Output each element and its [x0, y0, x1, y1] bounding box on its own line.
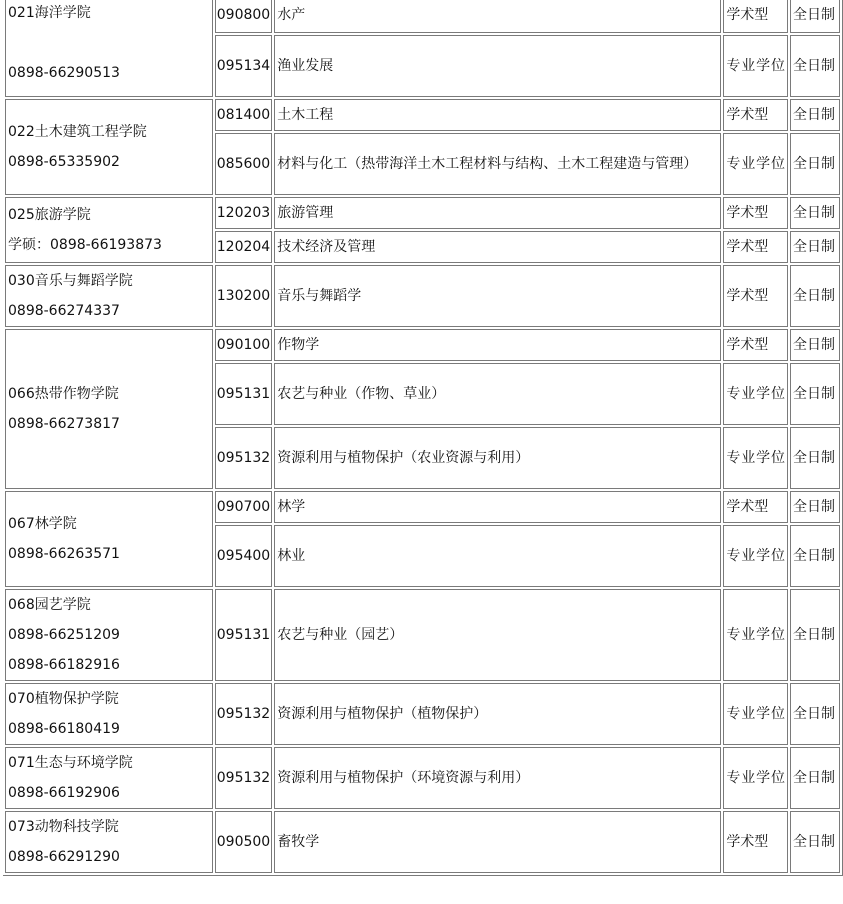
- college-name: 021海洋学院: [8, 5, 91, 21]
- college-phone: 0898-66274337: [8, 303, 120, 319]
- program-major: 技术经济及管理: [274, 231, 721, 263]
- table-row: [5, 265, 840, 327]
- program-type: 专业学位: [723, 363, 788, 425]
- table-row: [5, 589, 840, 681]
- college-phone: 0898-66291290: [8, 849, 120, 865]
- program-code: 090700: [215, 491, 272, 523]
- program-code: 095400: [215, 525, 272, 587]
- program-major: 畜牧学: [274, 811, 721, 873]
- study-mode: 全日制: [790, 427, 840, 489]
- program-major: 水产: [274, 0, 721, 33]
- program-type: 专业学位: [723, 133, 788, 195]
- study-mode: 全日制: [790, 0, 840, 33]
- table-row: [5, 197, 840, 229]
- college-cell: [5, 747, 213, 809]
- college-cell: [5, 329, 213, 489]
- college-cell: [5, 265, 213, 327]
- program-major: 旅游管理: [274, 197, 721, 229]
- program-type: 专业学位: [723, 747, 788, 809]
- program-major: 资源利用与植物保护（环境资源与利用）: [274, 747, 721, 809]
- program-type: 学术型: [723, 265, 788, 327]
- program-code: 095131: [215, 363, 272, 425]
- college-phone: 0898-66251209: [8, 627, 120, 643]
- study-mode: 全日制: [790, 589, 840, 681]
- program-major: 农艺与种业（作物、草业）: [274, 363, 721, 425]
- table-row: [5, 99, 840, 131]
- college-name: 025旅游学院: [8, 207, 91, 223]
- study-mode: 全日制: [790, 231, 840, 263]
- program-code: 095132: [215, 427, 272, 489]
- program-code: 095131: [215, 589, 272, 681]
- program-type: 专业学位: [723, 525, 788, 587]
- program-major: 土木工程: [274, 99, 721, 131]
- table-row: [5, 329, 840, 361]
- college-phone: 0898-66263571: [8, 546, 120, 562]
- college-phone: 学硕：0898-66193873: [8, 237, 162, 253]
- college-cell: [5, 589, 213, 681]
- program-major: 资源利用与植物保护（农业资源与利用）: [274, 427, 721, 489]
- college-phone: 0898-66290513: [8, 65, 120, 81]
- program-type: 专业学位: [723, 427, 788, 489]
- program-type: 学术型: [723, 0, 788, 33]
- program-major: 渔业发展: [274, 35, 721, 97]
- table-row: [5, 0, 840, 33]
- study-mode: 全日制: [790, 683, 840, 745]
- college-name: 073动物科技学院: [8, 819, 119, 835]
- program-major: 农艺与种业（园艺）: [274, 589, 721, 681]
- program-code: 120203: [215, 197, 272, 229]
- program-major: 林学: [274, 491, 721, 523]
- table-row: [5, 747, 840, 809]
- college-cell: [5, 0, 213, 97]
- study-mode: 全日制: [790, 197, 840, 229]
- program-type: 专业学位: [723, 683, 788, 745]
- college-cell: [5, 197, 213, 263]
- program-major: 作物学: [274, 329, 721, 361]
- program-major: 资源利用与植物保护（植物保护）: [274, 683, 721, 745]
- college-cell: [5, 99, 213, 195]
- study-mode: 全日制: [790, 525, 840, 587]
- program-type: 学术型: [723, 99, 788, 131]
- college-phone: 0898-66273817: [8, 416, 120, 432]
- program-major: 林业: [274, 525, 721, 587]
- program-code: 095132: [215, 747, 272, 809]
- program-type: 专业学位: [723, 589, 788, 681]
- table-row: [5, 811, 840, 873]
- study-mode: 全日制: [790, 491, 840, 523]
- program-major: 音乐与舞蹈学: [274, 265, 721, 327]
- college-phone: 0898-66182916: [8, 657, 120, 673]
- program-type: 学术型: [723, 491, 788, 523]
- study-mode: 全日制: [790, 747, 840, 809]
- study-mode: 全日制: [790, 329, 840, 361]
- program-table: [3, 0, 843, 876]
- program-type: 学术型: [723, 329, 788, 361]
- college-cell: [5, 811, 213, 873]
- table-row: [5, 683, 840, 745]
- program-type: 学术型: [723, 811, 788, 873]
- program-code: 120204: [215, 231, 272, 263]
- study-mode: 全日制: [790, 265, 840, 327]
- college-name: 030音乐与舞蹈学院: [8, 273, 133, 289]
- program-type: 学术型: [723, 197, 788, 229]
- table-row: [5, 491, 840, 523]
- college-name: 068园艺学院: [8, 597, 91, 613]
- study-mode: 全日制: [790, 133, 840, 195]
- program-code: 090500: [215, 811, 272, 873]
- study-mode: 全日制: [790, 811, 840, 873]
- study-mode: 全日制: [790, 99, 840, 131]
- program-code: 095134: [215, 35, 272, 97]
- college-cell: [5, 491, 213, 587]
- program-code: 081400: [215, 99, 272, 131]
- program-type: 专业学位: [723, 35, 788, 97]
- program-type: 学术型: [723, 231, 788, 263]
- program-code: 090800: [215, 0, 272, 33]
- study-mode: 全日制: [790, 363, 840, 425]
- program-code: 090100: [215, 329, 272, 361]
- college-name: 070植物保护学院: [8, 691, 119, 707]
- program-code: 130200: [215, 265, 272, 327]
- program-code: 095132: [215, 683, 272, 745]
- study-mode: 全日制: [790, 35, 840, 97]
- program-major: 材料与化工（热带海洋土木工程材料与结构、土木工程建造与管理）: [274, 133, 721, 195]
- college-phone: 0898-65335902: [8, 154, 120, 170]
- college-phone: 0898-66192906: [8, 785, 120, 801]
- college-name: 066热带作物学院: [8, 386, 119, 402]
- college-name: 071生态与环境学院: [8, 755, 133, 771]
- college-name: 067林学院: [8, 516, 77, 532]
- program-code: 085600: [215, 133, 272, 195]
- college-name: 022土木建筑工程学院: [8, 124, 147, 140]
- college-phone: 0898-66180419: [8, 721, 120, 737]
- college-cell: [5, 683, 213, 745]
